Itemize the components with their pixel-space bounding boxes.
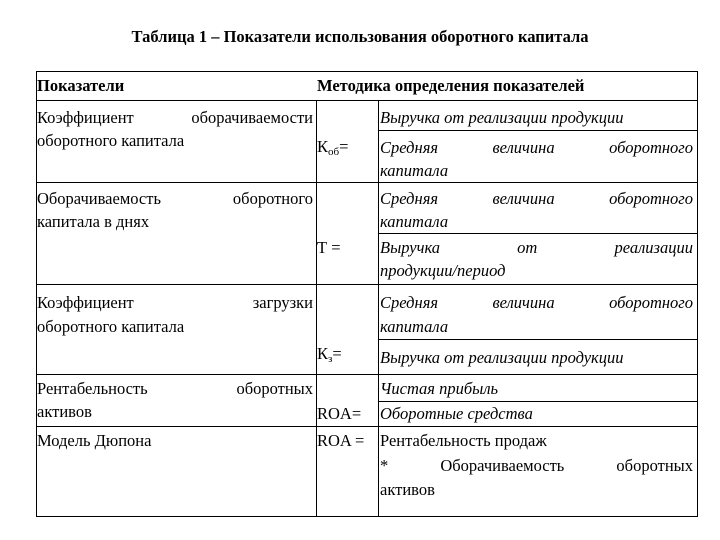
row2-numerator-line1: Средняя величина оборотного	[380, 189, 693, 208]
row2-denominator-line1: Выручка от реализации	[380, 238, 693, 257]
header-indicators: Показатели	[37, 76, 125, 95]
header-method: Методика определения показателей	[317, 76, 585, 95]
row5-formula-line1: Рентабельность продаж	[380, 431, 547, 450]
row3-denominator: Выручка от реализации продукции	[380, 348, 624, 367]
row2-fraction-line	[378, 233, 697, 234]
row4-denominator: Оборотные средства	[380, 404, 533, 423]
row1-fraction-line	[378, 130, 697, 131]
row3-symbol: $К_з=$	[317, 344, 342, 365]
row3-fraction-line	[378, 339, 697, 340]
row1-name-line2: оборотного капитала	[37, 131, 185, 150]
row4-name-line2: активов	[37, 402, 92, 421]
row-separator-1	[37, 182, 697, 183]
row3-numerator-line2: капитала	[380, 317, 449, 336]
row-separator-3	[37, 374, 697, 375]
formula-divider	[378, 100, 379, 516]
row4-name-line1: Рентабельность оборотных	[37, 379, 313, 398]
table-caption: Таблица 1 – Показатели использования оборотного капитала	[131, 27, 589, 46]
row5-formula-line3: активов	[380, 480, 435, 499]
row3-numerator-line1: Средняя величина оборотного	[380, 293, 693, 312]
row1-symbol: $К_{об}=$	[317, 137, 349, 158]
row2-name-line2: капитала в днях	[37, 212, 150, 231]
row4-symbol: ROA=	[317, 404, 362, 423]
row-separator-2	[37, 284, 697, 285]
row1-denominator-line1: Средняя величина оборотного	[380, 138, 693, 157]
row3-name-line2: оборотного капитала	[37, 317, 185, 336]
row3-name-line1: Коэффициент загрузки	[37, 293, 313, 312]
row5-symbol: ROA =	[317, 431, 365, 450]
row5-formula-line2: * Оборачиваемость оборотных	[380, 456, 693, 475]
row5-name: Модель Дюпона	[37, 431, 152, 450]
row2-name-line1: Оборачиваемость оборотного	[37, 189, 313, 208]
row-separator-4	[37, 426, 697, 427]
indicators-table	[36, 71, 698, 517]
row4-numerator: Чистая прибыль	[380, 379, 499, 398]
row2-denominator-line2: продукции/период	[380, 261, 506, 280]
row2-symbol: Т =	[317, 238, 341, 257]
row1-denominator-line2: капитала	[380, 161, 449, 180]
row1-numerator: Выручка от реализации продукции	[380, 108, 624, 127]
row2-numerator-line2: капитала	[380, 212, 449, 231]
row1-name-line1: Коэффициент оборачиваемости	[37, 108, 313, 127]
